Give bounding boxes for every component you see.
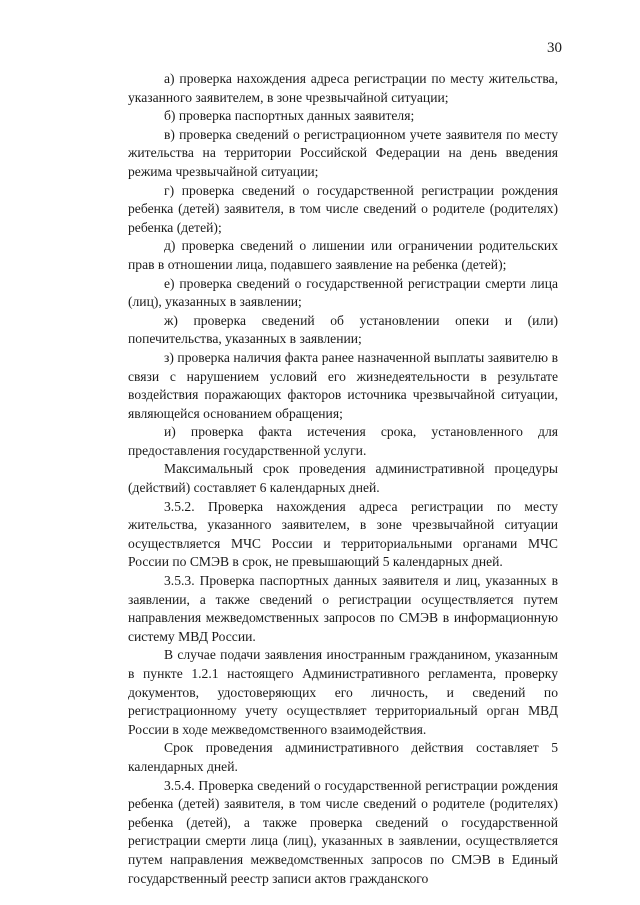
paragraph-3-5-3: 3.5.3. Проверка паспортных данных заявителя и лиц, указанных в заявлении, а также сведений о регистрации осуществляется путем направления межведомственных запросов по СМЭВ в информационную систему МВД России. [128, 573, 558, 644]
paragraph-e: е) проверка сведений о государственной регистрации смерти лица (лиц), указанных в заявлении; [128, 275, 558, 310]
paragraph-max-term: Максимальный срок проведения административной процедуры (действий) составляет 6 календарных дней. [128, 461, 558, 496]
page-number: 30 [547, 40, 562, 56]
paragraph-zh: ж) проверка сведений об установлении опеки и (или) попечительства, указанных в заявлении; [128, 312, 558, 347]
paragraph-z: з) проверка наличия факта ранее назначенной выплаты заявителю в связи с нарушением условий его жизнедеятельности в результате воздействия поражающих факторов источника чрезвычайной ситуации, являющейся основанием обращения; [128, 349, 558, 421]
paragraph-b: б) проверка паспортных данных заявителя; [164, 108, 415, 124]
paragraph-v: в) проверка сведений о регистрационном учете заявителя по месту жительства на территории Российской Федерации на день введения режима чрезвычайной ситуации; [128, 126, 558, 179]
paragraph-foreign-citizen: В случае подачи заявления иностранным гражданином, указанным в пункте 1.2.1 настоящего Административного регламента, проверку документов, удостоверяющих его личность, и сведений по регистрационному учету осуществляет территориальный орган МВД России в ходе межведомственного взаимодействия. [128, 647, 558, 737]
paragraph-g: г) проверка сведений о государственной регистрации рождения ребенка (детей) заявителя, в том числе сведений о родителе (родителях) ребенка (детей); [128, 182, 558, 235]
paragraph-action-term: Срок проведения административного действия составляет 5 календарных дней. [128, 740, 558, 774]
document-body [128, 70, 558, 888]
paragraph-a: а) проверка нахождения адреса регистрации по месту жительства, указанного заявителем, в зоне чрезвычайной ситуации; [128, 71, 558, 105]
paragraph-3-5-2: 3.5.2. Проверка нахождения адреса регистрации по месту жительства, указанного заявителем, в зоне чрезвычайной ситуации осуществляется МЧС России и территориальными органами МЧС России по СМЭВ в срок, не превышающий 5 календарных дней. [128, 498, 558, 570]
paragraph-i: и) проверка факта истечения срока, установленного для предоставления государственной услуги. [128, 424, 558, 458]
paragraph-d: д) проверка сведений о лишении или ограничении родительских прав в отношении лица, подавшего заявление на ребенка (детей); [128, 238, 558, 272]
paragraph-3-5-4: 3.5.4. Проверка сведений о государственной регистрации рождения ребенка (детей) заявителя, в том числе сведений о родителе (родителях) ребенка (детей), а также проверка сведений о государственной регистрации смерти лица (лиц), указанных в заявлении, осуществляется путем направления межведомственных запросов по СМЭВ в Единый государственный реестр записи актов гражданского [128, 777, 558, 886]
